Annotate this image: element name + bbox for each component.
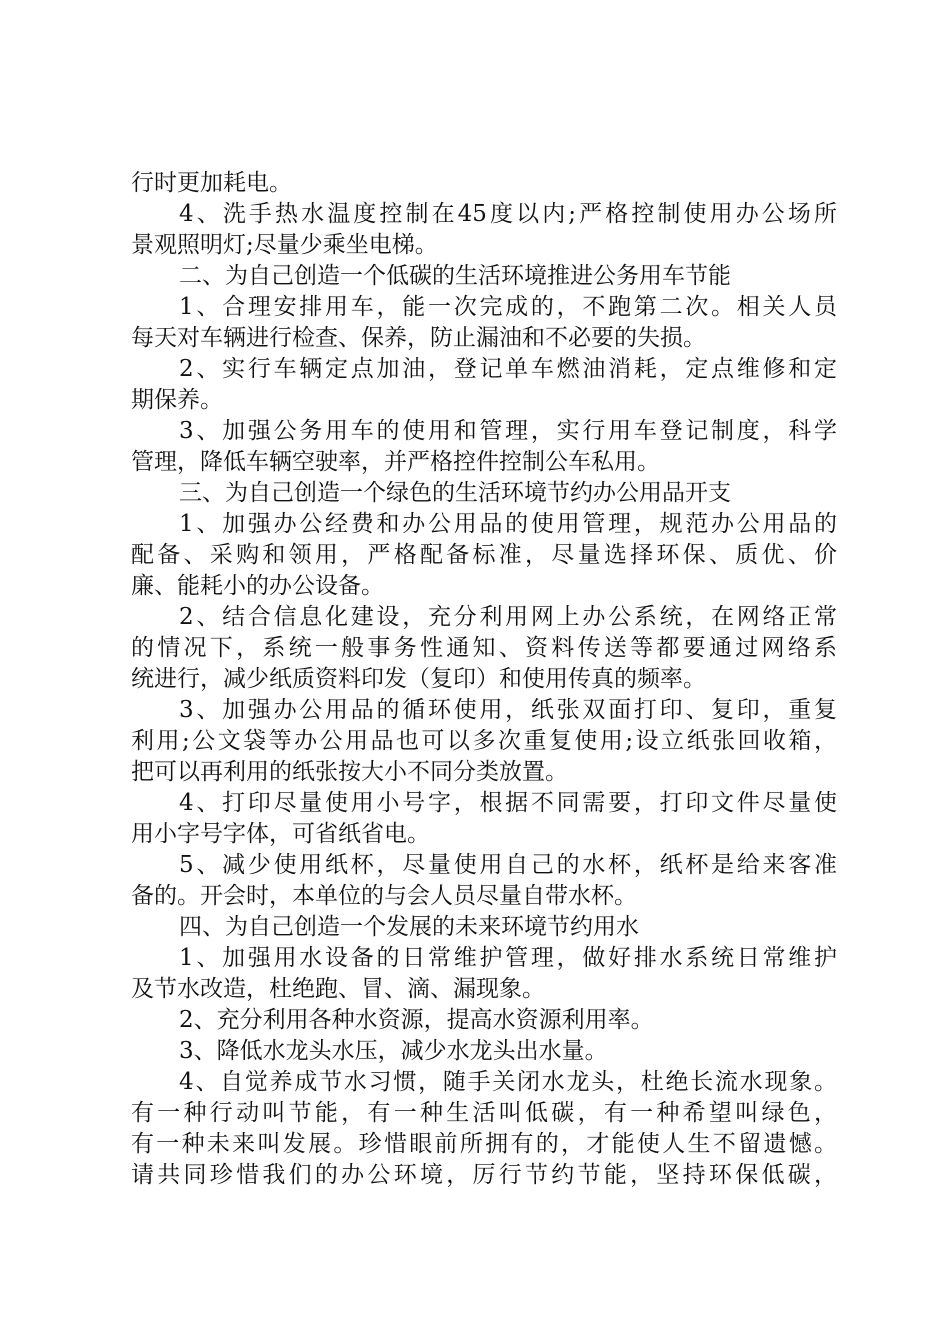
text-line: 配备、采购和领用，严格配备标准，尽量选择环保、质优、价 bbox=[131, 542, 837, 568]
text-line: 1、加强用水设备的日常维护管理，做好排水系统日常维护 bbox=[179, 945, 837, 971]
text-line: 1、加强办公经费和办公用品的使用管理，规范办公用品的 bbox=[179, 511, 837, 537]
text-line: 备的。开会时，本单位的与会人员尽量自带水杯。 bbox=[131, 883, 637, 909]
text-line: 统进行，减少纸质资料印发（复印）和使用传真的频率。 bbox=[131, 666, 706, 692]
text-line: 4、洗手热水温度控制在45度以内;严格控制使用办公场所 bbox=[179, 201, 837, 227]
text-line: 廉、能耗小的办公设备。 bbox=[131, 573, 384, 599]
document-body bbox=[131, 168, 837, 1191]
text-line: 四、为自己创造一个发展的未来环境节约用水 bbox=[179, 914, 639, 940]
text-line: 把可以再利用的纸张按大小不同分类放置。 bbox=[131, 759, 568, 785]
text-line: 2、实行车辆定点加油，登记单车燃油消耗，定点维修和定 bbox=[179, 356, 837, 382]
text-line: 3、加强办公用品的循环使用，纸张双面打印、复印，重复 bbox=[179, 697, 837, 723]
text-line: 有一种未来叫发展。珍惜眼前所拥有的，才能使人生不留遗憾。 bbox=[131, 1131, 837, 1157]
text-line: 3、降低水龙头水压，减少水龙头出水量。 bbox=[179, 1038, 608, 1064]
text-line: 期保养。 bbox=[131, 387, 223, 413]
text-line: 5、减少使用纸杯，尽量使用自己的水杯，纸杯是给来客准 bbox=[179, 852, 837, 878]
text-line: 的情况下，系统一般事务性通知、资料传送等都要通过网络系 bbox=[131, 635, 837, 661]
text-line: 每天对车辆进行检查、保养，防止漏油和不必要的失损。 bbox=[131, 325, 706, 351]
text-line: 用小字号字体，可省纸省电。 bbox=[131, 821, 430, 847]
text-line: 行时更加耗电。 bbox=[131, 170, 292, 196]
text-line: 三、为自己创造一个绿色的生活环境节约办公用品开支 bbox=[179, 480, 731, 506]
text-line: 2、充分利用各种水资源，提高水资源利用率。 bbox=[179, 1007, 654, 1033]
text-line: 管理，降低车辆空驶率，并严格控件控制公车私用。 bbox=[131, 449, 660, 475]
text-line: 请共同珍惜我们的办公环境，厉行节约节能，坚持环保低碳， bbox=[131, 1162, 837, 1188]
text-line: 二、为自己创造一个低碳的生活环境推进公务用车节能 bbox=[179, 263, 731, 289]
text-line: 利用;公文袋等办公用品也可以多次重复使用;设立纸张回收箱， bbox=[131, 728, 837, 754]
text-line: 3、加强公务用车的使用和管理，实行用车登记制度，科学 bbox=[179, 418, 837, 444]
text-line: 4、打印尽量使用小号字，根据不同需要，打印文件尽量使 bbox=[179, 790, 837, 816]
text-line: 2、结合信息化建设，充分利用网上办公系统，在网络正常 bbox=[179, 604, 837, 630]
text-line: 有一种行动叫节能，有一种生活叫低碳，有一种希望叫绿色， bbox=[131, 1100, 837, 1126]
text-line: 1、合理安排用车，能一次完成的，不跑第二次。相关人员 bbox=[179, 294, 837, 320]
text-line: 及节水改造，杜绝跑、冒、滴、漏现象。 bbox=[131, 976, 545, 1002]
text-line: 景观照明灯;尽量少乘坐电梯。 bbox=[131, 232, 438, 258]
text-line: 4、自觉养成节水习惯，随手关闭水龙头，杜绝长流水现象。 bbox=[179, 1069, 837, 1095]
